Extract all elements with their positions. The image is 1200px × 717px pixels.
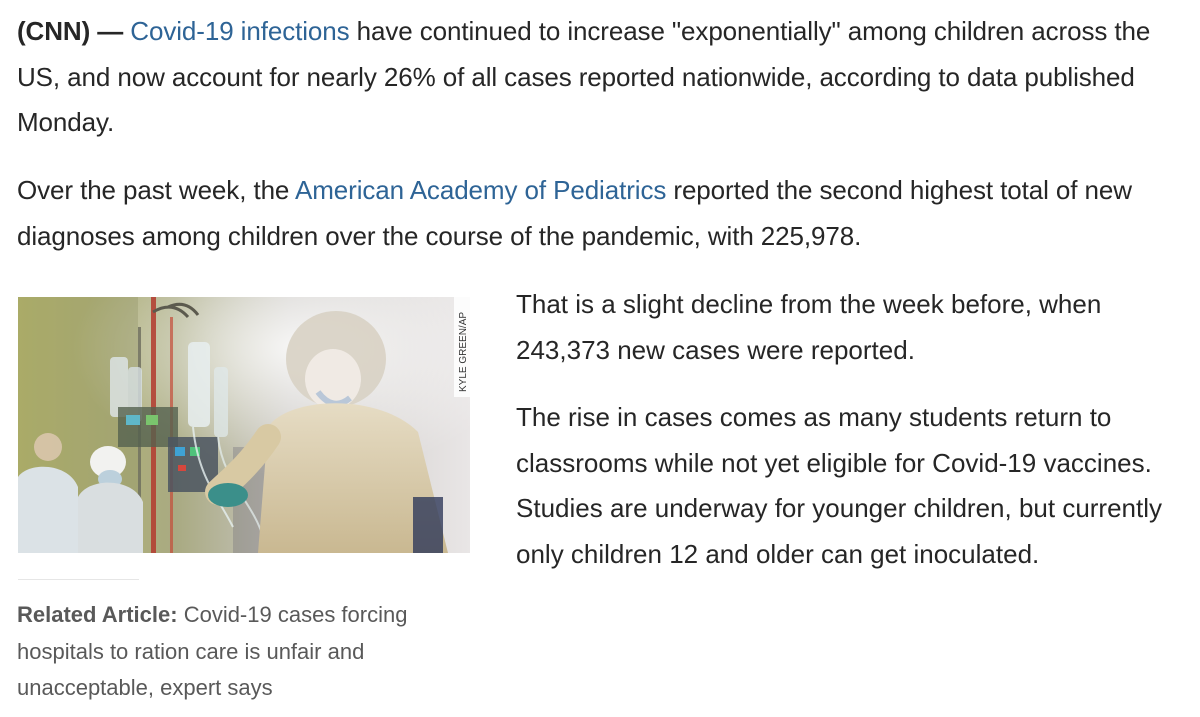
paragraph-2-text-before: Over the past week, the: [17, 175, 295, 205]
article-paragraph-1: [17, 9, 1192, 146]
related-article[interactable]: [17, 597, 467, 707]
article-paragraph-4: The rise in cases comes as many students return to classrooms while not yet eligible for Covid-19 vaccines. Studies are underway for younger children, but currently only children 12 and older can get inoculated.: [516, 402, 1163, 569]
paragraph-1-text: have continued to increase "exponentially" among children across the US, and now account for nearly 26% of all cases reported nationwide, according to data published Monday.: [17, 16, 1151, 137]
paragraph-2-text-after: reported the second highest total of new diagnoses among children over the course of the pandemic, with 225,978.: [17, 175, 1132, 251]
covid-infections-link[interactable]: Covid-19 infections: [130, 16, 350, 46]
related-article-label: Related Article:: [17, 602, 178, 627]
hospital-photo: [18, 297, 470, 553]
aap-link[interactable]: American Academy of Pediatrics: [294, 175, 667, 205]
article-paragraph-2: [17, 168, 1192, 259]
photo-credit: KYLE GREEN/AP: [458, 311, 469, 392]
related-article-link[interactable]: Covid-19 cases forcing hospitals to ration care is unfair and unacceptable, expert says: [17, 602, 408, 700]
related-divider: [18, 579, 139, 580]
article-paragraph-3: That is a slight decline from the week before, when 243,373 new cases were reported.: [516, 289, 1102, 365]
dateline: (CNN) —: [17, 16, 124, 46]
